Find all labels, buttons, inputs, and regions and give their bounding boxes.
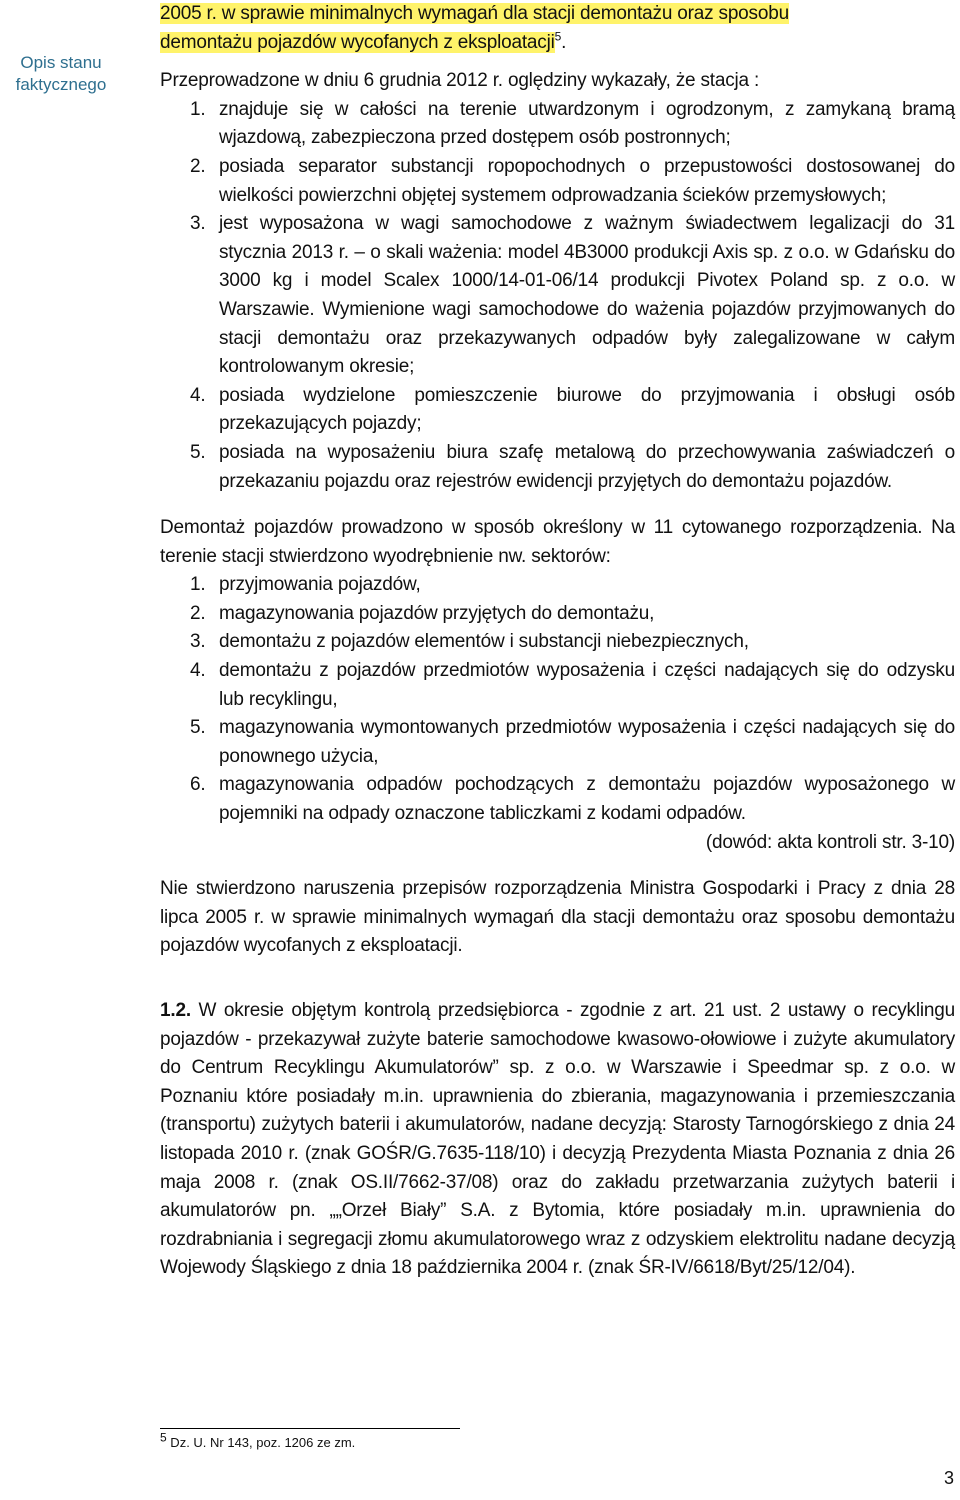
section-number: 1.2.: [160, 1000, 191, 1021]
section-text: W okresie objętym kontrolą przedsiębiorca - zgodnie z art. 21 ust. 2 ustawy o recyklingu pojazdów - przekazywał zużyte baterie samochodowe kwasowo-ołowiowe i zużyte akumulatory do Centrum Recyklingu Akumulatorów” sp. z o.o. w Warszawie i Speedmar sp. z o.o. w Poznaniu które posiadały m.in. uprawnienia do zbierania, magazynowania i przemieszczania (transportu) zużytych baterii i akumulatorów, nadane decyzją: Starosty Tarnogórskiego z dnia 24 listopada 2010 r. (znak GOŚR/G.7635-118/10) i decyzją Prezydenta Miasta Poznania z dnia 26 maja 2008 r. (znak OS.II/7662-37/08) oraz do zakładu przetwarzania zużytych baterii i akumulatorów pn. „„Orzeł Biały” S.A. z Bytomia, które posiadały m.in. uprawnienia do rozdrabniania i segregacji złomu akumulatorowego wraz z odzyskiem elektrolitu nadane decyzją Wojewody Śląskiego z dnia 18 października 2004 r. (znak ŚR-IV/6618/Byt/25/12/04).: [160, 1000, 955, 1279]
item-text: znajduje się w całości na terenie utwardzonym i ogrodzonym, z zamykaną bramą wjazdową, zabezpieczona przed dostępem osób postronnych;: [219, 98, 955, 149]
footnote-reference: 5: [554, 29, 562, 44]
list-item: [160, 600, 955, 629]
item-number: 3.: [190, 631, 206, 653]
item-number: 5.: [190, 717, 206, 739]
item-number: 2.: [190, 155, 206, 177]
inspection-intro: Przeprowadzone w dniu 6 grudnia 2012 r. oględziny wykazały, że stacja :: [160, 70, 760, 92]
item-number: 3.: [190, 213, 206, 235]
item-text: magazynowania odpadów pochodzących z demontażu pojazdów wyposażonego w pojemniki na odpady oznaczone tabliczkami z kodami odpadów.: [219, 774, 955, 825]
list-item: [160, 382, 955, 439]
highlighted-text: demontażu pojazdów wycofanych z eksploatacji: [160, 31, 555, 53]
list-item: [160, 153, 955, 210]
list-item: [160, 657, 955, 714]
sectors-intro: Demontaż pojazdów prowadzono w sposób określony w 11 cytowanego rozporządzenia. Na terenie stacji stwierdzono wyodrębnienie nw. sektorów:: [160, 517, 955, 567]
highlighted-text: 2005 r. w sprawie minimalnych wymagań dla stacji demontażu oraz sposobu: [160, 3, 789, 24]
list-item: [160, 628, 955, 657]
item-text: magazynowania pojazdów przyjętych do demontażu,: [219, 602, 655, 624]
sectors-list: [160, 571, 955, 828]
sidebar-line-1: Opis stanu: [20, 53, 102, 72]
item-text: magazynowania wymontowanych przedmiotów wyposażenia i części nadających się do ponownego użycia,: [219, 717, 955, 767]
item-number: 4.: [190, 384, 206, 406]
item-number: 2.: [190, 602, 206, 624]
evidence-reference: (dowód: akta kontroli str. 3-10): [705, 831, 955, 853]
item-text: posiada na wyposażeniu biura szafę metalową do przechowywania zaświadczeń o przekazaniu pojazdu oraz rejestrów ewidencji przyjętych do demontażu pojazdów.: [219, 441, 955, 492]
item-text: posiada wydzielone pomieszczenie biurowe do przyjmowania i obsługi osób przekazujących pojazdy;: [219, 384, 955, 435]
list-item: [160, 771, 955, 828]
list-item: [160, 571, 955, 600]
item-text: posiada separator substancji ropopochodnych o przepustowości dostosowanej do wielkości powierzchni objętej systemem odprowadzania ścieków przemysłowych;: [219, 155, 955, 206]
item-number: 1.: [190, 98, 206, 120]
item-number: 6.: [190, 774, 206, 796]
item-number: 1.: [190, 574, 206, 596]
sidebar-label: [0, 52, 122, 96]
footnote: [160, 1430, 356, 1452]
footnote-text: Dz. U. Nr 143, poz. 1206 ze zm.: [166, 1435, 356, 1450]
footnote-divider: [160, 1428, 460, 1429]
list-item: [160, 714, 955, 771]
footnote-number: 5: [160, 1430, 167, 1445]
checks-list: [160, 96, 955, 496]
item-text: demontażu z pojazdów przedmiotów wyposażenia i części nadających się do odzysku lub recyklingu,: [219, 660, 955, 710]
section-1-2-paragraph: [160, 997, 955, 1283]
list-item: [160, 439, 955, 496]
document-body: [160, 0, 955, 1283]
item-text: jest wyposażona w wagi samochodowe z ważnym świadectwem legalizacji do 31 stycznia 2013 r. – o skali ważenia: model 4B3000 produkcji Axis sp. z o.o. w Gdańsku do 3000 kg i model Scalex 1000/14-01-06/14 produkcji Pivotex Poland sp. z o.o. w Warszawie. Wymienione wagi samochodowe do ważenia pojazdów przyjmowanych do stacji demontażu oraz przekazywanych odpadów były zalegalizowane w całym kontrolowanym okresie;: [219, 213, 955, 378]
item-number: 4.: [190, 660, 206, 682]
item-text: przyjmowania pojazdów,: [219, 574, 421, 596]
punctuation: .: [561, 31, 567, 53]
list-item: [160, 210, 955, 382]
list-item: [160, 96, 955, 153]
item-number: 5.: [190, 441, 206, 463]
page-number: 3: [943, 1468, 954, 1488]
sidebar-line-2: faktycznego: [15, 75, 107, 94]
item-text: demontażu z pojazdów elementów i substancji niebezpiecznych,: [219, 631, 749, 653]
intro-paragraph: [160, 0, 955, 57]
conclusion-paragraph: Nie stwierdzono naruszenia przepisów rozporządzenia Ministra Gospodarki i Pracy z dnia 28 lipca 2005 r. w sprawie minimalnych wymagań dla stacji demontażu oraz sposobu demontażu pojazdów wycofanych z eksploatacji.: [160, 878, 955, 957]
